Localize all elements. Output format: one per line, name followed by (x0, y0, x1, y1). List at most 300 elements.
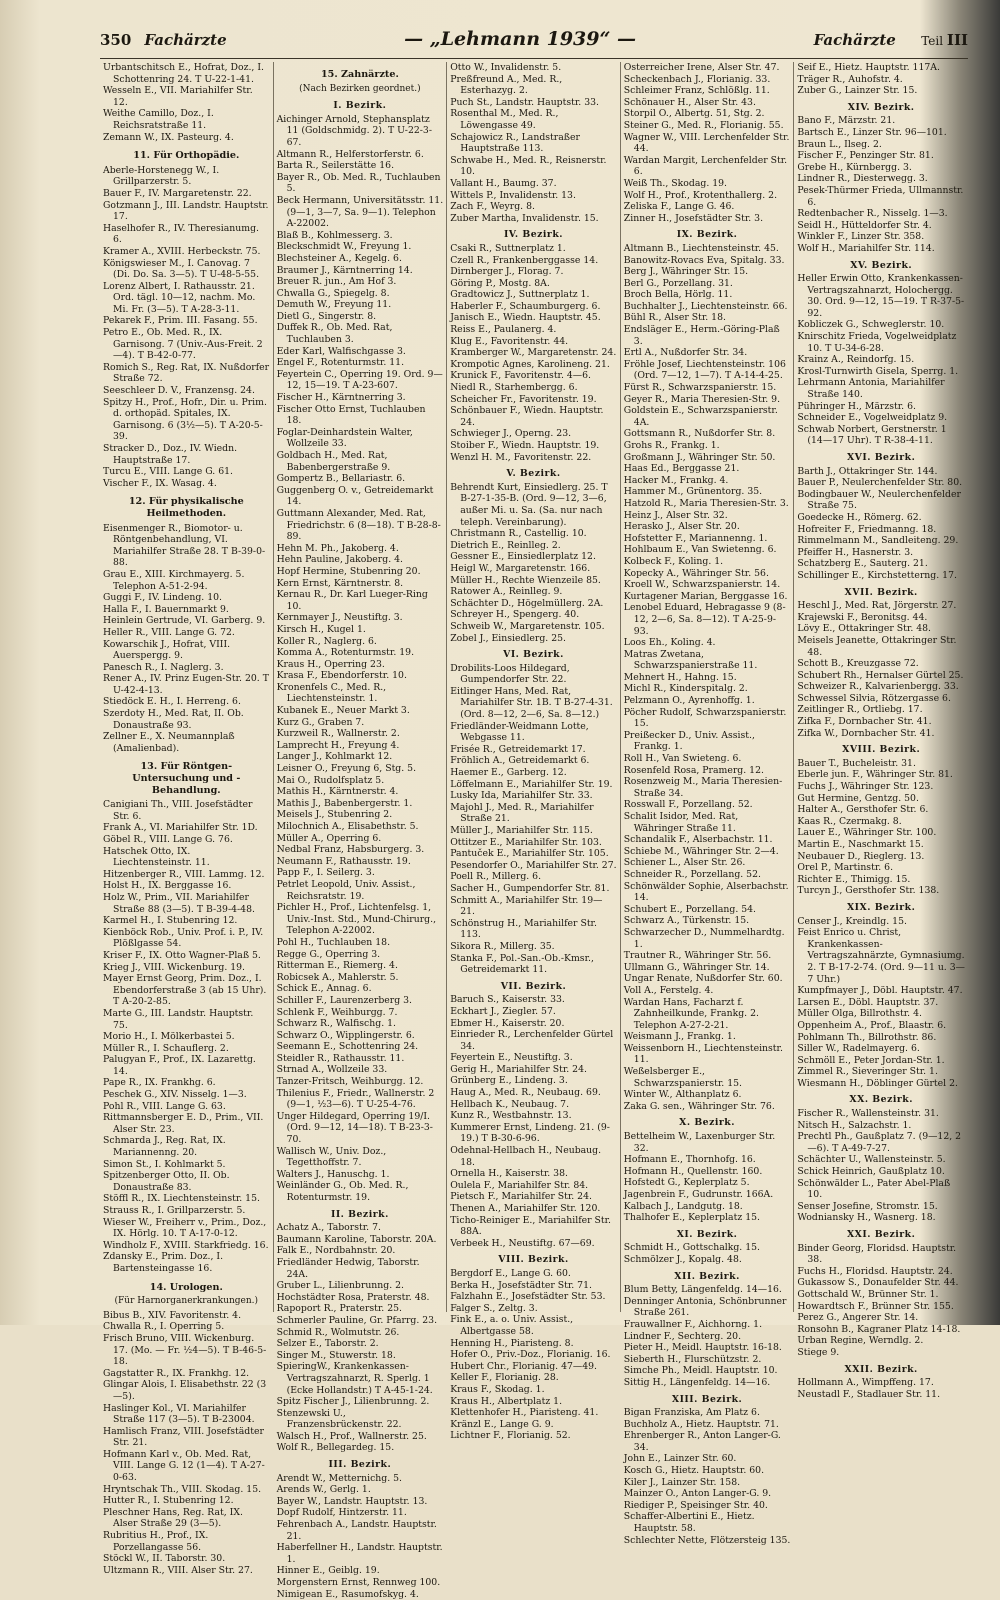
directory-entry: Beck Hermann, Universitätsstr. 11. (9—1, 3—7, Sa. 9—1). Telephon A-22002. (276, 194, 444, 230)
directory-entry: Neumann F., Rathausstr. 19. (276, 855, 411, 867)
directory-entry: Träger R., Auhofstr. 4. (797, 73, 903, 85)
directory-entry: Ronsohn B., Kagraner Platz 14-18. (797, 1323, 961, 1335)
directory-entry: Larsen E., Döbl. Hauptstr. 37. (797, 996, 939, 1008)
directory-entry: Gessner E., Einsiedlerplatz 12. (450, 551, 596, 563)
directory-entry: Kiler J., Lainzer Str. 158. (623, 1476, 741, 1488)
directory-entry: Gompertz B., Bellariastr. 6. (276, 473, 406, 485)
directory-entry: Rosswall F., Porzellang. 52. (623, 799, 753, 811)
directory-entry: Hopf Hermine, Stubenring 20. (276, 565, 421, 577)
directory-entry: Kosch G., Hietz. Hauptstr. 60. (623, 1465, 765, 1477)
directory-entry: Schwieger J., Operng. 23. (450, 428, 572, 440)
directory-entry: Preßfreund A., Med. R., Esterhazyg. 2. (450, 73, 563, 97)
directory-entry: Weismann J., Frankg. 1. (623, 1031, 736, 1043)
directory-entry: Schweib W., Margaretenstr. 105. (450, 620, 605, 632)
directory-entry: Schiener L., Alser Str. 26. (623, 857, 746, 869)
directory-entry: Schubert E., Porzellang. 54. (623, 903, 757, 915)
directory-entry: Weinländer G., Ob. Med. R., Rotenturmstr. 19. (276, 1180, 409, 1203)
directory-entry: Mainzer O., Anton Langer-G. 9. (623, 1488, 772, 1500)
directory-entry: Turcyn J., Gersthofer Str. 138. (797, 885, 940, 897)
directory-entry: Gagstatter R., IX. Frankhg. 12. (103, 1367, 250, 1379)
directory-entry: Guttmann Alexander, Med. Rat, Friedrichstr. 6 (8—18). T B-28-8-89. (276, 507, 441, 543)
directory-entry: Berl G., Porzellang. 31. (623, 277, 733, 289)
directory-entry: Denninger Antonia, Schönbrunner Straße 261. (623, 1295, 787, 1319)
district-heading: XI. Bezirk. (676, 1228, 738, 1240)
directory-entry: Petrlet Leopold, Univ. Assist., Reichsratstr. 19. (276, 878, 416, 902)
directory-entry: Pieter H., Meidl. Hauptstr. 16-18. (623, 1342, 782, 1354)
directory-entry: Engel F., Rotenturmstr. 11. (276, 357, 405, 369)
directory-entry: Sikora R., Millerg. 35. (450, 940, 555, 952)
directory-entry: Palugyan F., Prof., IX. Lazarettg. 14. (103, 1054, 256, 1077)
directory-entry: Blaß B., Kohlmesserg. 3. (276, 229, 393, 241)
directory-entry: Kirsch H., Kugel 1. (276, 623, 366, 635)
directory-entry: Kronenfels C., Med. R., Liechtensteinstr. 1. (276, 681, 387, 705)
directory-entry: Heigl W., Margaretenstr. 166. (450, 562, 591, 574)
directory-entry: Strnad A., Wollzeile 33. (276, 1064, 388, 1076)
directory-entry: Baumann Karoline, Taborstr. 20A. (276, 1233, 437, 1245)
directory-entry: Stanka F., Pol.-San.-Ob.-Kmsr., Getreidemarkt 11. (450, 952, 594, 976)
directory-entry: Barth J., Ottakringer Str. 144. (797, 465, 938, 477)
directory-entry: Janisch E., Wiedn. Hauptstr. 45. (450, 312, 601, 324)
directory-entry: Schwabe H., Med. R., Reisnerstr. 10. (450, 154, 607, 178)
directory-entry: Gottsmann R., Nußdorfer Str. 8. (623, 428, 776, 440)
directory-entry: Kummerer Ernst, Lindeng. 21. (9-19.) T B-30-6-96. (450, 1121, 610, 1145)
directory-entry: Schott B., Kreuzgasse 72. (797, 658, 919, 670)
directory-entry: Schmarda J., Reg. Rat, IX. Mariannenng. 20. (103, 1135, 226, 1159)
directory-entry: Schwessel Silvia, Rötzergasse 6. (797, 692, 951, 704)
directory-entry: Nitsch H., Salzachstr. 1. (797, 1119, 912, 1131)
directory-entry: Fröhle Josef, Liechtensteinstr. 106 (Ord. 7—12, 1—7). T A-14-4-25. (623, 358, 786, 382)
directory-entry: Dietl G., Singerstr. 8. (276, 310, 377, 322)
directory-entry: Friedländer Hedwig, Taborstr. 24A. (276, 1256, 420, 1280)
columns-container (100, 62, 968, 1600)
directory-entry: Haberler F., Schaumburgerg. 6. (450, 300, 601, 312)
directory-entry: Rosenfeld Rosa, Pramerg. 12. (623, 764, 764, 776)
directory-entry: Hofstedt G., Keplerplatz 5. (623, 1177, 750, 1189)
directory-entry: Ebmer H., Kaiserstr. 20. (450, 1017, 565, 1029)
directory-entry: Poell R., Millerg. 6. (450, 871, 542, 883)
directory-entry: Feyertein E., Neustiftg. 3. (450, 1052, 573, 1064)
directory-entry: Krunick F., Favoritenstr. 4—6. (450, 370, 591, 382)
directory-entry: Schweizer R., Kalvarienbergg. 33. (797, 681, 959, 693)
directory-entry: Morgenstern Ernst, Rennweg 100. (276, 1577, 441, 1588)
directory-entry: Senser Josefine, Stromstr. 15. (797, 1200, 938, 1212)
directory-entry: Hellbach K., Neubaug. 7. (450, 1098, 570, 1110)
directory-entry: Lenobel Eduard, Hebragasse 9 (8-12, 2—6, Sa. 8—12). T A-25-9-93. (623, 602, 786, 637)
directory-entry: Sittig H., Längenfeldg. 14—16. (623, 1376, 771, 1388)
directory-entry: Schiebe M., Währinger Str. 2—4. (623, 845, 779, 857)
directory-entry: Falk E., Nordbahnstr. 20. (276, 1245, 396, 1257)
directory-entry: Kunz R., Westbahnstr. 13. (450, 1110, 572, 1122)
directory-entry: Oppenheim A., Prof., Blaastr. 6. (797, 1019, 947, 1031)
directory-entry: Foglar-Deinhardstein Walter, Wollzeile 33. (276, 426, 413, 450)
directory-entry: SpieringW., Krankenkassen-Vertragszahnarzt, R. Sperlg. 1 (Ecke Hollandstr.) T A-45-1-24. (276, 1361, 433, 1396)
directory-entry: Kramberger W., Margaretenstr. 24. (450, 347, 617, 359)
directory-entry: Stenzewski U., Franzensbrückenstr. 22. (276, 1407, 402, 1431)
directory-entry: Chwalla R., I. Operring 5. (103, 1321, 225, 1333)
directory-entry: Glingar Alois, I. Elisabethstr. 22 (3—5). (103, 1379, 267, 1402)
directory-entry: Pekarek F., Prim. III. Fasang. 55. (103, 315, 258, 327)
directory-entry: Vallant H., Baumg. 37. (450, 177, 557, 189)
directory-entry: Sieberth H., Flurschützstr. 2. (623, 1353, 762, 1365)
directory-entry: Hehn Pauline, Jakoberg. 4. (276, 554, 403, 566)
column-3 (447, 62, 621, 1442)
directory-entry: Wesseln E., VII. Mariahilfer Str. 12. (103, 85, 253, 108)
directory-entry: Zifka W., Dornbacher Str. 41. (797, 727, 935, 739)
district-heading: XIII. Bezirk. (671, 1393, 743, 1405)
directory-entry: Frisch Bruno, VIII. Wickenburg. 17. (Mo. — Fr. ½4—5). T B-46-5-18. (103, 1332, 267, 1368)
directory-entry: Pelzmann O., Ayrenhoffg. 1. (623, 695, 755, 707)
directory-entry: Szerdoty H., Med. Rat, II. Ob. Donaustraße 93. (103, 708, 244, 731)
directory-entry: Demuth W., Freyung 11. (276, 299, 392, 311)
directory-entry: Regge G., Operring 3. (276, 948, 381, 960)
directory-entry: Gukassow S., Donaufelder Str. 44. (797, 1277, 959, 1289)
directory-entry: Seif E., Hietz. Hauptstr. 117A. (797, 62, 940, 73)
directory-entry: Petro E., Ob. Med. R., IX. Garnisong. 7 (Univ.-Aus-Freit. 2—4). T B-42-0-77. (103, 327, 263, 362)
directory-entry: Steidler R., Rathausstr. 11. (276, 1052, 405, 1064)
directory-entry: Krainz A., Reindorfg. 15. (797, 354, 915, 366)
directory-entry: Grünberg E., Lindeng. 3. (450, 1075, 568, 1087)
directory-entry: Czell R., Frankenberggasse 14. (450, 254, 599, 266)
district-heading: III. Bezirk. (328, 1459, 392, 1471)
directory-entry: Wallisch W., Univ. Doz., Tegetthoffstr. 7. (276, 1145, 387, 1169)
directory-entry: Bibus B., XIV. Favoritenstr. 4. (103, 1309, 242, 1321)
directory-entry: Spitzy H., Prof., Hofr., Dir. u. Prim. d. orthopäd. Spitales, IX. Garnisong. 6 (3½—5). T A-20-5-39. (103, 396, 267, 443)
directory-entry: Schlenk F., Weihburgg. 7. (276, 1006, 398, 1018)
directory-entry: Mehnert H., Hahng. 15. (623, 671, 737, 683)
directory-entry: Schmitt A., Mariahilfer Str. 19—21. (450, 894, 603, 918)
directory-entry: Schächter D., Högelmüllerg. 2A. (450, 597, 604, 609)
directory-entry: Zaka G. sen., Währinger Str. 76. (623, 1100, 775, 1112)
directory-entry: Bauer T., Bucheleistr. 31. (797, 757, 916, 769)
directory-entry: Fischer R., Wallensteinstr. 31. (797, 1108, 939, 1120)
directory-entry: Schillinger E., Kirchstetterng. 17. (797, 569, 957, 581)
directory-entry: Zdansky E., Prim. Doz., I. Bartensteingasse 16. (103, 1251, 224, 1274)
section-subheading: (Nach Bezirken geordnet.) (299, 83, 421, 94)
directory-entry: Pohlmann Th., Billrothstr. 86. (797, 1031, 937, 1043)
directory-entry: Strauss R., I. Grillparzerstr. 5. (103, 1205, 246, 1216)
directory-entry: Eder Karl, Walfischgasse 3. (276, 345, 406, 357)
directory-entry: Kaas R., Czermakg. 8. (797, 815, 902, 827)
column-1 (100, 62, 274, 1576)
directory-entry: Haslinger Kol., VI. Mariahilfer Straße 117 (3—5). T B-23004. (103, 1402, 255, 1426)
directory-entry: Gut Hermine, Gentzg. 50. (797, 792, 919, 804)
directory-entry: Windholz F., XVIII. Starkfriedg. 16. (103, 1239, 269, 1251)
directory-entry: Vischer F., IX. Wasag. 4. (103, 477, 217, 489)
directory-entry: Müller Olga, Billrothstr. 4. (797, 1008, 922, 1020)
directory-entry: Ertl A., Nußdorfer Str. 34. (623, 347, 748, 359)
directory-entry: Hochstädter Rosa, Praterstr. 48. (276, 1291, 430, 1303)
directory-entry: Kumpfmayer J., Döbl. Hauptstr. 47. (797, 985, 963, 997)
directory-entry: Schneider E., Vogelweidplatz 9. (797, 412, 948, 424)
directory-entry: Binder Georg, Floridsd. Hauptstr. 38. (797, 1242, 957, 1266)
directory-entry: Urban Regine, Werndlg. 2. (797, 1335, 924, 1347)
page-header-left (100, 30, 227, 49)
directory-entry: Hamlisch Franz, VIII. Josefstädter Str. 21. (103, 1425, 264, 1449)
directory-entry: Otto W., Invalidenstr. 5. (450, 62, 562, 73)
directory-entry: Winter W., Althanplatz 6. (623, 1089, 742, 1101)
directory-entry: Schmöll E., Peter Jordan-Str. 1. (797, 1054, 945, 1066)
directory-entry: Schwarz A., Türkenstr. 15. (623, 915, 750, 927)
directory-entry: Seeschleer D. V., Franzensg. 24. (103, 385, 255, 397)
directory-entry: Arendt W., Metternichg. 5. (276, 1472, 403, 1484)
column-5 (794, 62, 968, 1400)
directory-entry: Frisée R., Getreidemarkt 17. (450, 743, 586, 755)
column-4 (621, 62, 795, 1546)
directory-entry: Holst H., IX. Berggasse 16. (103, 880, 232, 892)
section-subheading: (Für Harnorganerkrankungen.) (114, 1296, 259, 1307)
directory-entry: Fröhlich A., Getreidemarkt 6. (450, 755, 590, 767)
directory-entry: Bano F., Märzstr. 21. (797, 115, 896, 127)
directory-entry: Oulela F., Mariahilfer Str. 84. (450, 1179, 589, 1191)
directory-entry: Spitz Fischer J., Lilienbrunng. 2. (276, 1396, 430, 1408)
section-heading: 12. Für physikalische Heilmethoden. (128, 496, 244, 519)
directory-entry: Rittmannsberger E. D., Prim., VII. Alser Str. 23. (103, 1112, 264, 1135)
directory-entry: Loos Eh., Koling. 4. (623, 637, 716, 649)
directory-entry: Milochnich A., Elisabethstr. 5. (276, 821, 419, 832)
directory-entry: Dirnberger J., Florag. 7. (450, 266, 564, 278)
directory-entry: Krieg J., VIII. Wickenburg. 19. (103, 961, 246, 973)
directory-entry: Marte G., III. Landstr. Hauptstr. 75. (103, 1007, 254, 1031)
directory-entry: Hofmann E., Thornhofg. 16. (623, 1154, 756, 1166)
directory-entry: Simon St., I. Kohlmarkt 5. (103, 1158, 226, 1170)
directory-entry: Heschl J., Med. Rat, Jörgerstr. 27. (797, 600, 957, 612)
directory-entry: Heller R., VIII. Lange G. 72. (103, 626, 235, 638)
directory-entry: Heller Erwin Otto, Krankenkassen-Vertragszahnarzt, Holochergg. 30. Ord. 9—12, 15—19. T R-37-5-92. (797, 273, 965, 319)
directory-entry: Kobliczek G., Schweglerstr. 10. (797, 319, 945, 331)
directory-entry: Guggi F., IV. Lindeng. 10. (103, 592, 223, 604)
directory-entry: Aichinger Arnold, Stephansplatz 11 (Goldschmidg. 2). T U-22-3-67. (276, 113, 432, 148)
directory-entry: Arends W., Gerlg. 1. (276, 1484, 371, 1496)
directory-entry: Martin E., Naschmarkt 15. (797, 839, 924, 850)
directory-entry: Schmerler Pauline, Gr. Pfarrg. 23. (276, 1314, 438, 1326)
directory-entry: Blechsteiner A., Kegelg. 6. (276, 252, 402, 264)
directory-entry: Kienböck Rob., Univ. Prof. i. P., IV. Plößlgasse 54. (103, 926, 264, 950)
directory-entry: Gottschald W., Brünner Str. 1. (797, 1288, 939, 1300)
directory-entry: Berka H., Josefstädter Str. 71. (450, 1279, 592, 1291)
page-header (100, 28, 968, 59)
directory-entry: Hollmann A., Wimpffeng. 17. (797, 1377, 934, 1389)
section-label-left: Fachärzte (144, 31, 227, 49)
directory-entry: Kolbeck F., Koling. 1. (623, 555, 724, 567)
directory-entry: Storpil O., Albertg. 51, Stg. 2. (623, 108, 765, 120)
directory-entry: Schlechter Nette, Flötzersteig 135. (623, 1534, 791, 1546)
directory-entry: Kraus F., Skodag. 1. (450, 1383, 545, 1395)
directory-entry: Robicsek A., Mahlerstr. 5. (276, 971, 399, 983)
directory-entry: Zuber Martha, Invalidenstr. 15. (450, 212, 599, 224)
directory-entry: Feyertein C., Operring 19. Ord. 9—12, 15—19. T A-23-607. (276, 368, 443, 392)
directory-entry: Winkler F., Linzer Str. 358. (797, 231, 925, 243)
directory-entry: Stöffl R., IX. Liechtensteinstr. 15. (103, 1193, 260, 1205)
directory-entry: Kalbach J., Landgutg. 18. (623, 1200, 743, 1212)
directory-entry: Hitzenberger R., VIII. Lammg. 12. (103, 868, 265, 880)
directory-entry: Kernmayer J., Neustiftg. 3. (276, 612, 403, 624)
directory-entry: Schächter U., Wallensteinstr. 5. (797, 1154, 946, 1166)
directory-entry: Schandalik F., Alserbachstr. 11. (623, 834, 773, 846)
directory-entry: Braumer J., Kärntnerring 14. (276, 264, 413, 276)
directory-entry: Trautner R., Währinger Str. 56. (623, 950, 772, 962)
directory-entry: Broch Bella, Hörlg. 11. (623, 289, 733, 301)
directory-entry: Wieser W., Freiherr v., Prim., Doz., IX. Hörlg. 10. T A-17-0-12. (103, 1216, 267, 1240)
directory-entry: Leisner O., Freyung 6, Stg. 5. (276, 763, 417, 775)
directory-entry: Lorenz Albert, I. Rathausstr. 21. Ord. tägl. 10—12, nachm. Mo. Mi. Fr. (3—5). T A-28-3-11. (103, 280, 256, 315)
directory-entry: Rapoport R., Praterstr. 25. (276, 1303, 402, 1315)
district-heading: VI. Bezirk. (503, 649, 564, 661)
directory-entry: Heinz J., Alser Str. 32. (623, 509, 728, 521)
directory-entry: Hehn M. Ph., Jakoberg. 4. (276, 542, 399, 554)
directory-entry: Eisenmenger R., Biomotor- u. Röntgenbehandlung, VI. Mariahilfer Straße 28. T B-39-0-88. (103, 522, 266, 569)
directory-entry: Haas Ed., Berggasse 21. (623, 463, 740, 475)
directory-entry: Göbel R., VIII. Lange G. 76. (103, 834, 233, 845)
directory-entry: Schick Heinrich, Gaußplatz 10. (797, 1166, 945, 1178)
directory-entry: Mathis H., Kärntnerstr. 4. (276, 786, 399, 798)
directory-entry: Frauwallner F., Aichhorng. 1. (623, 1318, 763, 1330)
directory-entry: Schwarz O., Wipplingerstr. 6. (276, 1029, 415, 1041)
directory-entry: Pühringer H., Märzstr. 6. (797, 400, 916, 412)
directory-entry: Schleimer Franz, Schlößlg. 11. (623, 85, 770, 97)
directory-entry: Haemer E., Garberg. 12. (450, 767, 567, 779)
directory-entry: Goldbach H., Med. Rat, Babenbergerstraße 9. (276, 450, 391, 473)
directory-entry: Herasko J., Alser Str. 20. (623, 521, 740, 533)
directory-entry: Hubert Chr., Florianig. 47—49. (450, 1360, 597, 1372)
directory-entry: Zellner E., X. Neumannplaß (Amalienbad). (103, 731, 235, 754)
directory-entry: Kurz G., Graben 7. (276, 716, 365, 728)
directory-entry: Morio H., I. Mölkerbastei 5. (103, 1031, 235, 1043)
directory-entry: Buchholz A., Hietz. Hauptstr. 71. (623, 1418, 779, 1430)
directory-entry: Riediger P., Speisinger Str. 40. (623, 1499, 768, 1511)
directory-entry: Majohl J., Med. R., Mariahilfer Straße 21. (450, 801, 594, 825)
directory-entry: Stiedöck E. H., I. Herreng. 6. (103, 696, 241, 708)
page-header-right (814, 30, 968, 49)
district-heading: XVII. Bezirk. (844, 586, 918, 598)
directory-entry: Stracker D., Doz., IV. Wiedn. Hauptstraße 17. (103, 443, 238, 466)
section-heading: 11. Für Orthopädie. (133, 150, 240, 162)
directory-entry: Orel P., Martinstr. 6. (797, 862, 894, 874)
directory-entry: Krajewski F., Beronitsg. 44. (797, 611, 928, 623)
directory-entry: Hofmann Karl v., Ob. Med. Rat, VIII. Lange G. 12 (1—4). T A-27-0-63. (103, 1448, 265, 1484)
directory-entry: Ornella H., Kaiserstr. 38. (450, 1168, 568, 1180)
directory-entry: Knirschitz Frieda, Vogelweidplatz 10. T U-34-6-28. (797, 331, 957, 354)
directory-entry: Halla F., I. Bauernmarkt 9. (103, 603, 229, 615)
directory-entry: John E., Lainzer Str. 60. (623, 1453, 737, 1465)
directory-entry: Achatz A., Taborstr. 7. (276, 1222, 381, 1234)
directory-entry: Langer J., Kohlmarkt 12. (276, 751, 393, 763)
directory-entry: Bettelheim W., Laxenburger Str. 32. (623, 1131, 776, 1154)
directory-entry: Zifka F., Dornbacher Str. 41. (797, 716, 932, 728)
directory-entry: Hammer M., Grünentorg. 35. (623, 486, 763, 498)
directory-entry: Henning H., Piaristeng. 8. (450, 1337, 574, 1349)
directory-entry: Hofmann H., Quellenstr. 160. (623, 1165, 763, 1177)
directory-entry: Einrieder R., Lerchenfelder Gürtel 34. (450, 1029, 614, 1052)
directory-entry: Goedecke H., Römerg. 62. (797, 511, 922, 523)
district-heading: XXI. Bezirk. (846, 1229, 916, 1240)
directory-entry: Buchhalter J., Liechtensteinstr. 66. (623, 300, 788, 312)
directory-entry: Fuchs J., Währinger Str. 123. (797, 781, 934, 793)
directory-entry: Ritterman E., Riemerg. 4. (276, 960, 398, 972)
directory-entry: Wardan Hans, Facharzt f. Zahnheilkunde, Frankg. 2. Telephon A-27-2-21. (623, 996, 759, 1031)
directory-entry: Roll H., Van Swieteng. 6. (623, 753, 742, 765)
directory-entry: Rener A., IV. Prinz Eugen-Str. 20. T U-42-4-13. (103, 673, 269, 696)
directory-entry: Scheckenbach J., Florianig. 33. (623, 73, 771, 85)
directory-entry: Eckhart J., Ziegler. 57. (450, 1005, 556, 1017)
directory-entry: Friedländer-Weidmann Lotte, Webgasse 11. (450, 720, 589, 744)
directory-entry: Zimmel R., Sieveringer Str. 1. (797, 1066, 938, 1078)
directory-entry: Prechtl Ph., Gaußplatz 7. (9—12, 2—6). T A-49-7-27. (797, 1131, 962, 1154)
directory-entry: Schwarz R., Walfischg. 1. (276, 1018, 396, 1030)
section-heading: 13. Für Röntgen-Untersuchung und -Behandlung. (132, 761, 241, 796)
directory-entry: Müller H., Rechte Wienzeile 85. (450, 574, 601, 586)
directory-entry: Hacker M., Frankg. 4. (623, 474, 729, 486)
directory-entry: Gradtowicz J., Suttnerplatz 1. (450, 289, 590, 301)
directory-entry: Rimmelmann M., Sandleiteng. 29. (797, 535, 959, 547)
directory-entry: Wolf H., Prof., Krotenthallerg. 2. (623, 189, 778, 201)
directory-entry: Bartsch E., Linzer Str. 96—101. (797, 126, 947, 138)
district-heading: II. Bezirk. (330, 1208, 389, 1220)
directory-entry: Bigan Franziska, Am Platz 6. (623, 1407, 760, 1419)
directory-entry: Pesendorfer O., Mariahilfer Str. 27. (450, 859, 617, 871)
directory-entry: Ratower A., Reinlleg. 9. (450, 586, 563, 598)
directory-entry: Guggenberg O. v., Getreidemarkt 14. (276, 484, 434, 508)
directory-entry: Falger S., Zeltg. 3. (450, 1302, 538, 1314)
directory-entry: Meisels Jeanette, Ottakringer Str. 48. (797, 634, 957, 658)
directory-entry: Papp F., I. Seilerg. 3. (276, 867, 375, 879)
directory-entry: Neubauer D., Rieglerg. 13. (797, 850, 925, 862)
directory-entry: Krosl-Turnwirth Gisela, Sperrg. 1. (797, 365, 959, 377)
directory-entry: Kränzl E., Lange G. 9. (450, 1418, 554, 1430)
directory-entry: Schalit Isidor, Med. Rat, Währinger Straße 11. (623, 811, 739, 834)
directory-entry: Niedl R., Starhembergg. 6. (450, 382, 578, 394)
directory-entry: Schatzberg E., Sauterg. 21. (797, 558, 928, 570)
directory-entry: Weiß Th., Skodag. 19. (623, 177, 728, 189)
directory-entry: Seemann E., Schottenring 24. (276, 1041, 419, 1053)
directory-entry: Seidl H., Hütteldorfer Str. 4. (797, 219, 932, 231)
directory-entry: Weßelsberger E., Schwarzspanierstr. 15. (623, 1066, 742, 1089)
directory-entry: Canigiani Th., VIII. Josefstädter Str. 6. (103, 799, 253, 822)
directory-entry: Romich S., Reg. Rat, IX. Nußdorfer Straße 72. (103, 361, 270, 385)
directory-entry: Zuber G., Lainzer Str. 15. (797, 85, 918, 97)
directory-entry: Neustadl F., Stadlauer Str. 11. (797, 1388, 941, 1400)
section-label-right: Fachärzte (813, 31, 896, 49)
directory-entry: Panesch R., I. Naglerg. 3. (103, 661, 224, 673)
directory-entry: Hofstetter F., Mariannenng. 1. (623, 532, 768, 544)
directory-entry: Großmann J., Währinger Str. 50. (623, 451, 776, 463)
district-heading: VII. Bezirk. (500, 980, 567, 992)
directory-entry: Stiege 9. (797, 1346, 840, 1358)
directory-entry: Matras Zwetana, Schwarzspanierstraße 11. (623, 648, 758, 672)
directory-entry: Gotzmann J., III. Landstr. Hauptstr. 17. (103, 199, 269, 223)
directory-entry: Kraus H., Albertplatz 1. (450, 1395, 563, 1407)
directory-entry: Aberle-Horstenegg W., I. Grillparzerstr. 5. (103, 164, 220, 188)
directory-entry: Zach F., Weyrg. 8. (450, 201, 535, 213)
directory-entry: Gruber L., Lilienbrunng. 2. (276, 1280, 405, 1292)
directory-entry: Thalhofer E., Keplerplatz 15. (623, 1212, 760, 1224)
directory-entry: Sacher H., Gumpendorfer Str. 81. (450, 882, 610, 894)
directory-entry: Blum Betty, Längenfeldg. 14—16. (623, 1284, 782, 1296)
directory-entry: Peschek G., XIV. Nisselg. 1—3. (103, 1089, 247, 1101)
directory-entry: Haug A., Med. R., Neubaug. 69. (450, 1087, 601, 1099)
directory-entry: Wardan Margit, Lerchenfelder Str. 6. (623, 154, 788, 178)
column-2 (274, 62, 448, 1600)
directory-entry: Karmel H., I. Stubenring 12. (103, 915, 238, 927)
directory-entry: Eitlinger Hans, Med. Rat, Mariahilfer Str. 1B. T B-27-4-31. (Ord. 8—12, 2—6, Sa. 8—12.) (450, 685, 613, 721)
directory-entry: Kroell W., Schwarzspanierstr. 14. (623, 579, 781, 591)
directory-entry: Pape R., IX. Frankhg. 6. (103, 1077, 216, 1089)
directory-entry: Verbeek H., Neustiftg. 67—69. (450, 1237, 595, 1249)
directory-entry: Fink E., a. o. Univ. Assist., Albertgasse 58. (450, 1314, 574, 1337)
directory-entry: Stöckl W., II. Taborstr. 30. (103, 1553, 226, 1565)
directory-entry: Ultzmann R., VIII. Alser Str. 27. (103, 1564, 253, 1576)
directory-entry: Hofreiter F., Friedmanng. 18. (797, 523, 937, 535)
directory-entry: Lamprecht H., Freyung 4. (276, 739, 400, 751)
